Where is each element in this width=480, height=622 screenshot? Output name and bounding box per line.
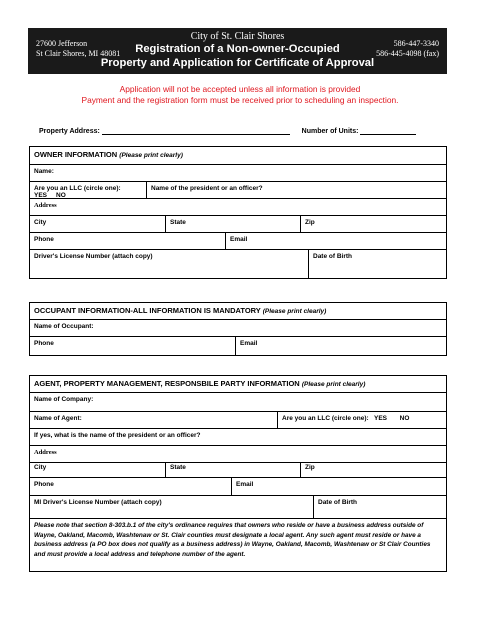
occupant-section [29,302,447,356]
units-label: Number of Units: [301,128,359,135]
agent-city-row [30,462,446,477]
agent-ordinance-note: Please note that section 8-303.b.1 of the city's ordinance requires that owners who reside or have a business address outside of Wayne, Oakland, Macomb, Washtenaw or St. Clair counties must designate a local agent. Any such agent must reside or have a business address (a PO box does not qualify as a business address) in Wayne, Oakland, Macomb, Washtenaw or St Clair Counties and must provide a local address and telephone number of the agent. [34,522,431,558]
agent-llc-cell [277,412,446,428]
notice-line-2: Payment and the registration form must be received prior to scheduling an inspection. [81,95,399,105]
occupant-contact-row [30,336,446,355]
agent-dob-field[interactable] [313,496,446,518]
agent-name-field[interactable] [30,412,277,428]
owner-state-label: State [170,219,186,226]
agent-heading-text: AGENT, PROPERTY MANAGEMENT, RESPONSBILE PARTY INFORMATION [34,379,300,388]
occupant-email-label: Email [240,340,258,347]
owner-president-field[interactable] [146,182,446,198]
owner-phone-label: Phone [34,236,54,243]
owner-dob-field[interactable] [308,250,446,278]
agent-llc-yes[interactable]: YES [374,415,388,422]
owner-dob-label: Date of Birth [313,253,352,260]
occupant-name-row[interactable] [30,319,446,336]
owner-license-label: Driver's License Number (attach copy) [34,253,153,260]
owner-address-row[interactable] [30,198,446,215]
agent-president-label: If yes, what is the name of the president or an officer? [34,432,201,439]
owner-phone-field[interactable] [30,233,225,249]
agent-note-row [30,518,446,571]
property-address-field[interactable] [102,127,290,135]
agent-heading-row [30,376,446,392]
agent-phone-label: Phone [34,481,54,488]
agent-license-field[interactable] [30,496,313,518]
agent-president-row[interactable] [30,428,446,445]
city-name: City of St. Clair Shores [190,31,285,42]
agent-zip-label: Zip [305,464,315,471]
fax-number: 586-445-4098 (fax) [376,48,439,58]
address-line-2: St Clair Shores, MI 48081 [36,48,121,58]
agent-name-label: Name of Agent: [34,415,82,422]
owner-license-field[interactable] [30,250,308,278]
property-address-label: Property Address: [39,128,100,135]
agent-company-row[interactable] [30,392,446,411]
occupant-phone-label: Phone [34,340,54,347]
occupant-phone-field[interactable] [30,337,235,355]
owner-phone-row [30,232,446,249]
occupant-heading-note: (Please print clearly) [262,308,327,315]
owner-llc-yes[interactable]: YES [34,192,48,199]
owner-state-field[interactable] [165,216,300,232]
owner-section [29,146,447,279]
occupant-email-field[interactable] [235,337,446,355]
owner-email-label: Email [230,236,248,243]
property-address-line [39,127,416,135]
occupant-heading-row [30,303,446,319]
agent-llc-no[interactable]: NO [399,415,410,422]
agent-state-label: State [170,464,186,471]
owner-license-row [30,249,446,278]
occupant-heading [30,303,446,319]
agent-phone-row [30,477,446,495]
agent-name-row [30,411,446,428]
agent-address-label: Address [34,449,57,456]
phone-number: 586-447-3340 [393,39,439,48]
owner-llc-row [30,181,446,198]
occupant-name-label: Name of Occupant: [34,323,94,330]
agent-heading-note: (Please print clearly) [301,381,366,388]
agent-license-row [30,495,446,518]
agent-city-label: City [34,464,47,471]
owner-llc-no[interactable]: NO [56,192,66,199]
address-line-1: 27600 Jefferson [36,39,88,48]
owner-llc-label: Are you an LLC (circle one): [34,185,121,192]
agent-llc-label: Are you an LLC (circle one): [282,415,369,422]
agent-city-field[interactable] [30,463,165,477]
owner-heading-text: OWNER INFORMATION [34,150,118,159]
owner-city-row [30,215,446,232]
agent-phone-field[interactable] [30,478,231,495]
agent-email-label: Email [236,481,254,488]
agent-license-label: MI Driver's License Number (attach copy) [34,499,162,506]
owner-name-label: Name: [34,168,54,175]
notice-line-1: Application will not be accepted unless all information is provided [119,84,361,94]
agent-heading [30,376,446,392]
form-title-line-2: Property and Application for Certificate of Approval [100,57,375,69]
form-title-line-1: Registration of a Non-owner-Occupied [135,43,340,55]
agent-address-row[interactable] [30,445,446,462]
owner-email-field[interactable] [225,233,446,249]
agent-company-label: Name of Company: [34,396,94,403]
agent-email-field[interactable] [231,478,446,495]
agent-zip-field[interactable] [300,463,446,477]
owner-llc-cell [30,182,146,198]
occupant-heading-text: OCCUPANT INFORMATION-ALL INFORMATION IS MANDATORY [34,306,261,315]
city-contact [376,39,439,58]
owner-address-label: Address [34,202,57,209]
units-field[interactable] [360,127,416,135]
owner-heading [30,147,446,164]
owner-president-label: Name of the president or an officer? [151,185,263,192]
header-banner [28,28,447,74]
owner-city-label: City [34,219,47,226]
owner-heading-row [30,147,446,164]
agent-dob-label: Date of Birth [318,499,357,506]
owner-zip-field[interactable] [300,216,446,232]
owner-zip-label: Zip [305,219,315,226]
owner-city-field[interactable] [30,216,165,232]
agent-section [29,375,447,572]
agent-state-field[interactable] [165,463,300,477]
owner-heading-note: (Please print clearly) [119,152,183,159]
owner-name-row[interactable] [30,164,446,181]
